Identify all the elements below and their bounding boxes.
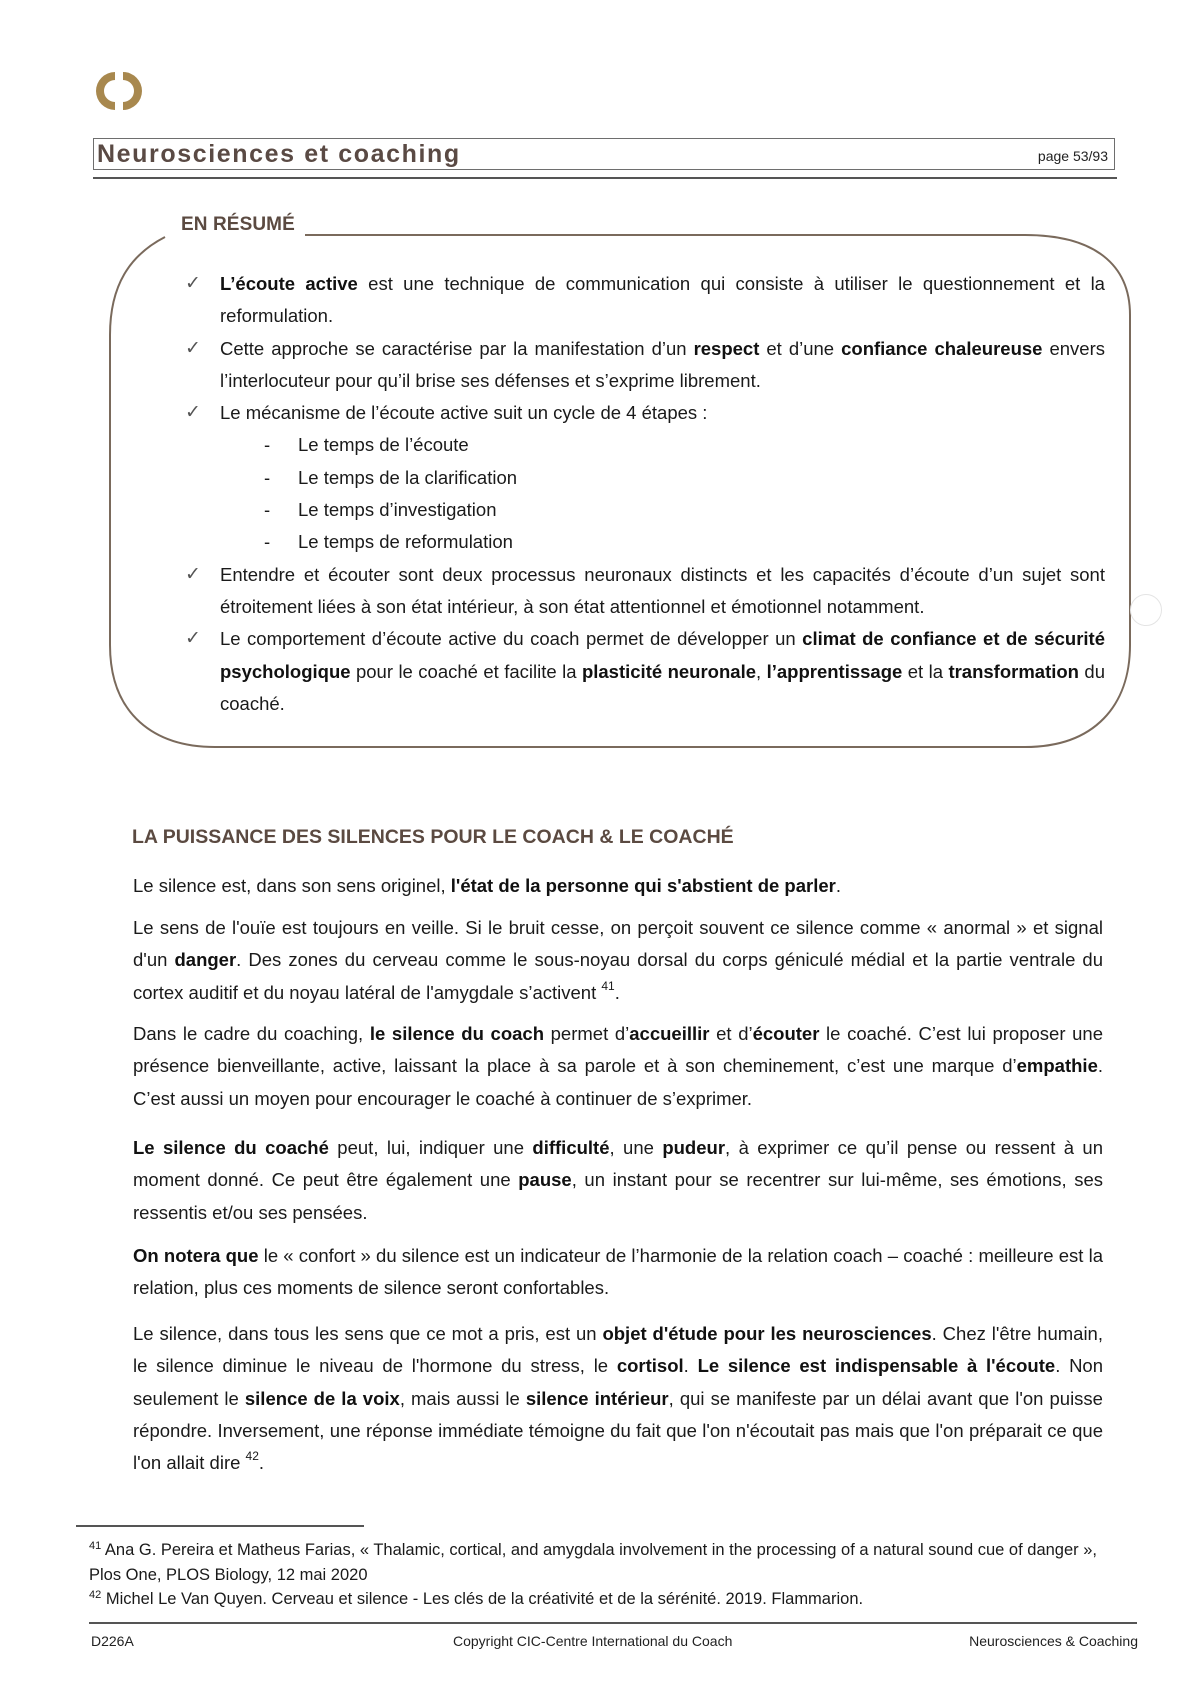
text-run: et d’une <box>759 337 842 359</box>
steps-list <box>220 429 1105 558</box>
emphasis: difficulté <box>532 1137 610 1158</box>
text-run: . Des zones du cerveau comme le sous-noyau dorsal du corps géniculé médial et la partie ventrale du cortex auditif et du noyau latéral de l'amygdale s’activent <box>133 949 1104 1003</box>
footnotes <box>89 1538 1129 1612</box>
dash-bullet: - <box>264 466 271 488</box>
summary-item <box>185 333 1105 398</box>
text-run: , un instant pour se recentrer sur lui-même, ses émotions, ses ressentis et/ou ses pensées. <box>133 1169 1103 1223</box>
checkmark-icon: ✓ <box>185 402 201 424</box>
emphasis: empathie <box>1016 1055 1098 1077</box>
document-title: Neurosciences et coaching <box>97 140 461 168</box>
scan-hole-mark <box>1130 594 1162 626</box>
dash-bullet: - <box>264 434 271 456</box>
text-run: pour le coaché et facilite la <box>350 660 582 682</box>
section-title: LA PUISSANCE DES SILENCES POUR LE COACH & LE COACHÉ <box>132 826 734 848</box>
dash-bullet: - <box>264 531 271 553</box>
footer-divider <box>89 1622 1137 1624</box>
step-item <box>220 494 1105 526</box>
emphasis: Le silence est indispensable à l'écoute <box>697 1355 1056 1377</box>
text-run: Le sens de l'ouïe est toujours en veille. Si le bruit cesse, on perçoit souvent ce silence comme « anormal » et signal d'un <box>133 917 1103 971</box>
emphasis: l’apprentissage <box>766 660 903 682</box>
footnote-number: 41 <box>89 1540 102 1552</box>
text-run: peut, lui, indiquer une <box>328 1137 533 1158</box>
footer-copyright: Copyright CIC-Centre International du Coach <box>453 1633 733 1649</box>
step-item <box>220 526 1105 558</box>
text-run: est une technique de communication qui consiste à utiliser le questionnement et la reformulation. <box>220 273 1105 327</box>
text-run: Le silence, dans tous les sens que ce mot a pris, est un <box>133 1323 603 1344</box>
text-run: , une <box>609 1137 663 1158</box>
text-run: et d’ <box>709 1023 753 1044</box>
text-run: Cette approche se caractérise par la manifestation d’un <box>220 337 694 359</box>
text-run: le coaché. C’est lui proposer une présence bienveillante, active, laissant la place à sa parole et à son cheminement, c’est une marque d’ <box>133 1023 1103 1077</box>
text-run: du coaché. <box>220 660 1105 714</box>
step-label: Le temps de la clarification <box>298 466 518 488</box>
emphasis: l'état de la personne qui s'abstient de parler <box>450 875 836 896</box>
emphasis: le silence du coach <box>369 1023 544 1044</box>
footer-doc-code: D226A <box>91 1633 134 1649</box>
body-paragraph <box>133 1018 1103 1115</box>
body-paragraph <box>133 1132 1103 1229</box>
emphasis: climat de confiance et de sécurité psychologique <box>220 628 1106 682</box>
text-run: le « confort » du silence est un indicateur de l’harmonie de la relation coach – coaché : meilleure est la relation, plus ces moments de silence seront confortables. <box>133 1245 1103 1299</box>
emphasis: Le silence du coaché <box>133 1137 329 1158</box>
text-run: , <box>756 660 767 682</box>
page-number: page 53/93 <box>1037 148 1108 164</box>
summary-heading: EN RÉSUMÉ <box>181 214 295 235</box>
footnote-text: Ana G. Pereira et Matheus Farias, « Thalamic, cortical, and amygdala involvement in the processing of a natural sound cue of danger », Plos One, PLOS Biology, 12 mai 2020 <box>89 1541 1097 1584</box>
text-run: et la <box>902 660 949 682</box>
body-paragraph <box>133 912 1103 1009</box>
text-run: permet d’ <box>544 1023 630 1044</box>
text-run: , mais aussi le <box>399 1387 526 1409</box>
text-run: . Chez l'être humain, le silence diminue le niveau de l'hormone du stress, le <box>133 1323 1103 1377</box>
summary-item <box>185 397 1105 558</box>
emphasis: danger <box>174 949 237 971</box>
body-paragraph <box>133 1318 1103 1479</box>
step-label: Le temps de l’écoute <box>298 434 469 456</box>
emphasis: pudeur <box>662 1137 726 1158</box>
emphasis: On notera que <box>133 1245 259 1266</box>
step-label: Le temps d’investigation <box>298 499 497 521</box>
summary-list <box>185 268 1105 720</box>
emphasis: silence de la voix <box>244 1387 400 1409</box>
emphasis: transformation <box>948 660 1079 682</box>
text-run: . <box>835 875 841 896</box>
emphasis: accueillir <box>629 1023 710 1044</box>
cic-logo-icon <box>96 68 142 114</box>
emphasis: objet d'étude pour les neurosciences <box>602 1323 932 1344</box>
checkmark-icon: ✓ <box>185 337 201 359</box>
text-run: Le silence est, dans son sens originel, <box>133 875 451 896</box>
footnote-divider <box>76 1525 364 1527</box>
text-run: , à exprimer ce qu’il pense ou ressent à un moment donné. Ce peut être également une <box>133 1137 1104 1191</box>
emphasis: silence intérieur <box>525 1387 669 1409</box>
text-run: Dans le cadre du coaching, <box>133 1023 370 1044</box>
footnote-number: 42 <box>89 1589 102 1601</box>
header-divider <box>93 177 1117 179</box>
body-paragraph <box>133 870 1103 902</box>
footnote-text: Michel Le Van Quyen. Cerveau et silence - Les clés de la créativité et de la sérénité. 2019. Flammarion. <box>101 1590 864 1608</box>
text-run: , qui se manifeste par un délai avant que l'on puisse répondre. Inversement, une réponse immédiate témoigne du fait que l'on n'écoutait pas mais que l'on préparait ce que l'on allait dire <box>133 1387 1103 1474</box>
text-run: envers l’interlocuteur pour qu’il brise ses défenses et s’exprime librement. <box>220 337 1105 391</box>
checkmark-icon: ✓ <box>185 563 201 585</box>
text-run: . Non seulement le <box>133 1355 1104 1409</box>
emphasis: plasticité neuronale <box>581 660 756 682</box>
emphasis: respect <box>693 337 760 359</box>
text-run: Le mécanisme de l’écoute active suit un cycle de 4 étapes : <box>220 402 708 424</box>
text-run: . <box>614 981 620 1003</box>
emphasis: écouter <box>752 1023 820 1044</box>
summary-item <box>185 623 1105 720</box>
checkmark-icon: ✓ <box>185 273 201 294</box>
text-run: . <box>258 1452 265 1474</box>
text-run: Le comportement d’écoute active du coach permet de développer un <box>220 628 803 650</box>
summary-item <box>185 559 1105 624</box>
emphasis: pause <box>518 1169 572 1191</box>
footer-title: Neurosciences & Coaching <box>969 1633 1138 1649</box>
body-paragraph <box>133 1240 1103 1305</box>
emphasis: confiance chaleureuse <box>841 337 1043 359</box>
text-run: . <box>683 1355 698 1377</box>
step-item <box>220 462 1105 494</box>
emphasis: L’écoute active <box>220 273 358 294</box>
footnote <box>89 1538 1129 1587</box>
step-label: Le temps de reformulation <box>298 531 513 553</box>
emphasis: cortisol <box>616 1355 684 1377</box>
text-run: Entendre et écouter sont deux processus neuronaux distincts et les capacités d’écoute d’un sujet sont étroitement liées à son état intérieur, à son état attentionnel et émotionnel notamment. <box>220 563 1105 617</box>
footnote <box>89 1587 1129 1612</box>
text-run: . C’est aussi un moyen pour encourager le coaché à continuer de s’exprimer. <box>133 1055 1103 1109</box>
step-item <box>220 429 1105 461</box>
checkmark-icon: ✓ <box>185 628 201 650</box>
dash-bullet: - <box>264 499 271 521</box>
summary-item <box>185 268 1105 333</box>
footnote-ref: 41 <box>601 978 615 993</box>
footnote-ref: 42 <box>245 1449 259 1464</box>
